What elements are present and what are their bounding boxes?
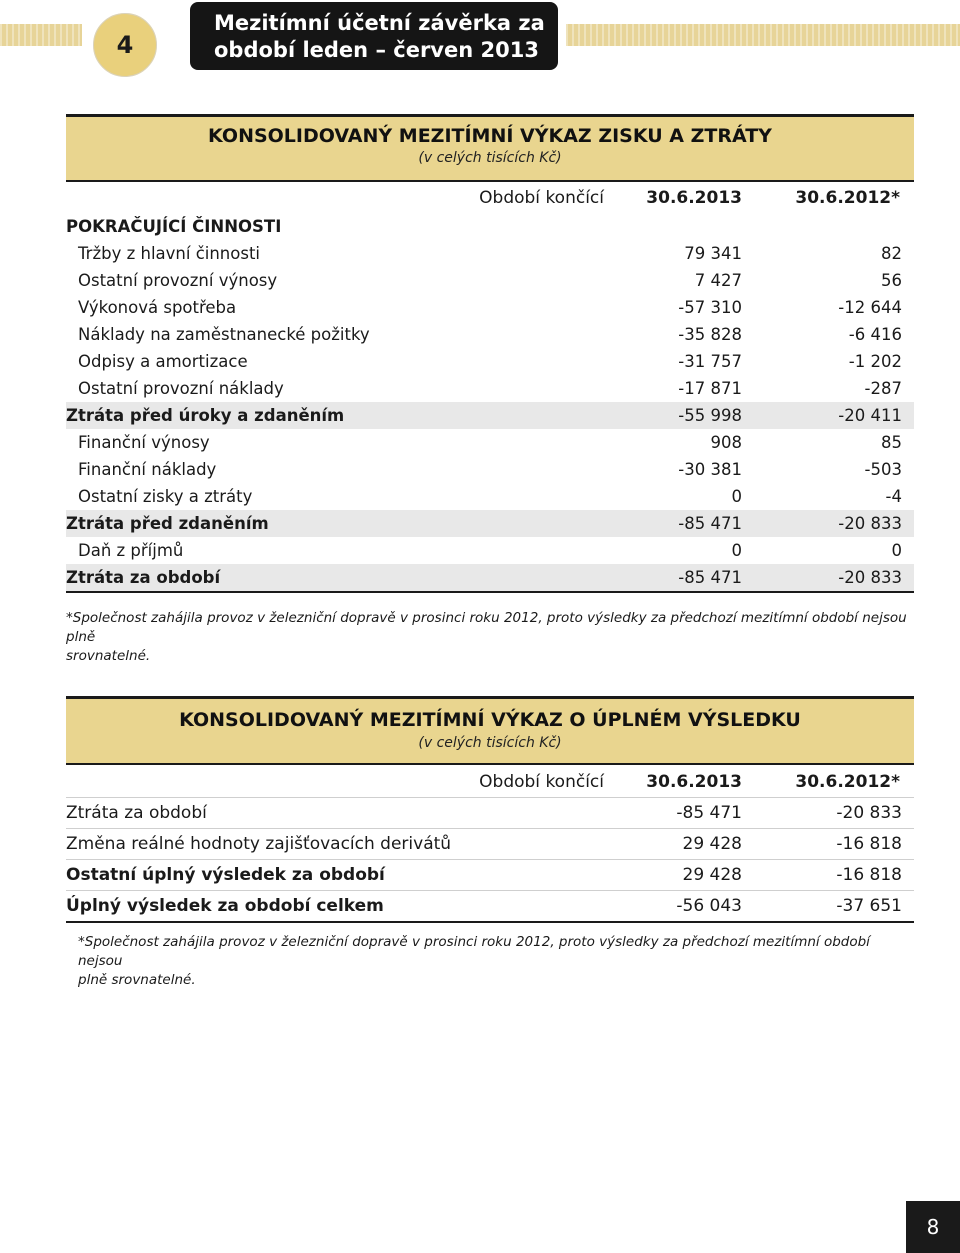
- subtotal-row: [66, 860, 914, 891]
- row-value-2012: -6 416: [848, 325, 902, 344]
- row-value-2012: 56: [881, 271, 902, 290]
- subtotal-row: [66, 402, 914, 429]
- row-value-2012: -12 644: [838, 298, 902, 317]
- row-value-2012: -20 833: [838, 568, 902, 587]
- row-value-2013: -55 998: [678, 406, 742, 425]
- row-label: Ztráta před zdaněním: [66, 514, 269, 533]
- row-label: Ostatní provozní výnosy: [78, 271, 278, 290]
- row-label: Finanční náklady: [78, 460, 217, 479]
- row-label: Ostatní zisky a ztráty: [78, 487, 253, 506]
- table-row: [66, 537, 914, 564]
- row-value-2012: -20 411: [838, 406, 902, 425]
- income-statement-subtitle: (v celých tisících Kč): [418, 150, 562, 166]
- row-value-2013: -85 471: [678, 514, 742, 533]
- row-value-2012: -287: [864, 379, 902, 398]
- section-heading: [66, 213, 914, 240]
- row-value-2012: 82: [881, 244, 902, 263]
- row-value-2012: 85: [881, 433, 902, 452]
- row-value-2013: -85 471: [678, 568, 742, 587]
- chapter-title-line1: Mezitímní účetní závěrka za: [214, 11, 545, 35]
- row-label: Náklady na zaměstnanecké požitky: [78, 325, 370, 344]
- row-label: Odpisy a amortizace: [78, 352, 248, 371]
- period-label: Období končící: [479, 772, 604, 792]
- row-label: Daň z příjmů: [78, 541, 184, 560]
- row-value-2013: -35 828: [678, 325, 742, 344]
- chapter-badge: 4: [86, 6, 164, 84]
- chapter-title: [190, 2, 558, 70]
- row-label: Finanční výnosy: [78, 433, 210, 452]
- table-row: [66, 375, 914, 402]
- footnote-line: plně srovnatelné.: [78, 972, 196, 988]
- row-label: Ostatní úplný výsledek za období: [66, 865, 385, 885]
- row-label: Ztráta za období: [66, 568, 221, 587]
- period-header-row: [66, 770, 914, 798]
- table-row: [66, 348, 914, 375]
- row-label: Ztráta před úroky a zdaněním: [66, 406, 345, 425]
- table-row: [66, 294, 914, 321]
- footnote-line: *Společnost zahájila provoz v železniční dopravě v prosinci roku 2012, proto výsledky za předchozí mezitímní období nejsou: [78, 934, 870, 969]
- row-value-2013: -57 310: [678, 298, 742, 317]
- footnote-line: srovnatelné.: [66, 648, 151, 664]
- row-label: Výkonová spotřeba: [78, 298, 237, 317]
- income-statement-title: KONSOLIDOVANÝ MEZITÍMNÍ VÝKAZ ZISKU A ZTRÁTY: [208, 125, 772, 147]
- comprehensive-income-title: KONSOLIDOVANÝ MEZITÍMNÍ VÝKAZ O ÚPLNÉM VÝSLEDKU: [179, 709, 801, 731]
- row-value-2012: -16 818: [836, 834, 902, 854]
- row-value-2012: 0: [891, 541, 902, 560]
- period-header-row: [66, 186, 914, 213]
- row-label: Ostatní provozní náklady: [78, 379, 284, 398]
- column-header-2012: 30.6.2012*: [795, 772, 900, 792]
- row-value-2012: -37 651: [836, 896, 902, 916]
- row-value-2013: 7 427: [694, 271, 742, 290]
- row-value-2012: -16 818: [836, 865, 902, 885]
- section-label: POKRAČUJÍCÍ ČINNOSTI: [66, 217, 282, 236]
- row-value-2013: 29 428: [682, 834, 742, 854]
- comprehensive-income-header: [66, 696, 914, 765]
- row-label: Ztráta za období: [66, 803, 207, 823]
- table-row: [66, 429, 914, 456]
- table-row: [66, 267, 914, 294]
- comprehensive-income-table: [66, 696, 914, 990]
- income-statement-header: [66, 114, 914, 182]
- column-header-2013: 30.6.2013: [646, 772, 742, 792]
- row-value-2013: 79 341: [684, 244, 742, 263]
- row-value-2013: 0: [731, 487, 742, 506]
- row-value-2013: 29 428: [682, 865, 742, 885]
- table-row: [66, 456, 914, 483]
- table-row: [66, 798, 914, 829]
- row-value-2013: -17 871: [678, 379, 742, 398]
- decorative-stripe-left: [0, 24, 82, 46]
- row-value-2012: -20 833: [836, 803, 902, 823]
- total-row: [66, 564, 914, 593]
- row-label: Změna reálné hodnoty zajišťovacích derivátů: [66, 834, 452, 854]
- row-value-2013: -30 381: [678, 460, 742, 479]
- row-value-2013: 908: [710, 433, 742, 452]
- table-row: [66, 483, 914, 510]
- row-value-2013: -56 043: [676, 896, 742, 916]
- total-row: [66, 891, 914, 923]
- row-label: Tržby z hlavní činnosti: [78, 244, 261, 263]
- row-value-2013: -31 757: [678, 352, 742, 371]
- decorative-stripe-right: [566, 24, 960, 46]
- row-label: Úplný výsledek za období celkem: [66, 896, 384, 916]
- period-label: Období končící: [479, 188, 604, 208]
- comprehensive-income-footnote: [66, 933, 914, 990]
- row-value-2012: -1 202: [848, 352, 902, 371]
- column-header-2013: 30.6.2013: [646, 188, 742, 208]
- footnote-line: *Společnost zahájila provoz v železniční dopravě v prosinci roku 2012, proto výsledky za předchozí mezitímní období nejsou plně: [66, 610, 907, 645]
- table-row: [66, 321, 914, 348]
- row-value-2012: -4: [885, 487, 902, 506]
- table-row: [66, 240, 914, 267]
- page-number: 8: [906, 1201, 960, 1253]
- table-row: [66, 829, 914, 860]
- row-value-2013: 0: [731, 541, 742, 560]
- row-value-2012: -20 833: [838, 514, 902, 533]
- row-value-2012: -503: [864, 460, 902, 479]
- column-header-2012: 30.6.2012*: [795, 188, 900, 208]
- chapter-title-line2: období leden – červen 2013: [214, 38, 539, 62]
- income-statement-table: [66, 114, 914, 666]
- subtotal-row: [66, 510, 914, 537]
- row-value-2013: -85 471: [676, 803, 742, 823]
- income-statement-footnote: [66, 609, 914, 666]
- comprehensive-income-subtitle: (v celých tisících Kč): [418, 735, 562, 751]
